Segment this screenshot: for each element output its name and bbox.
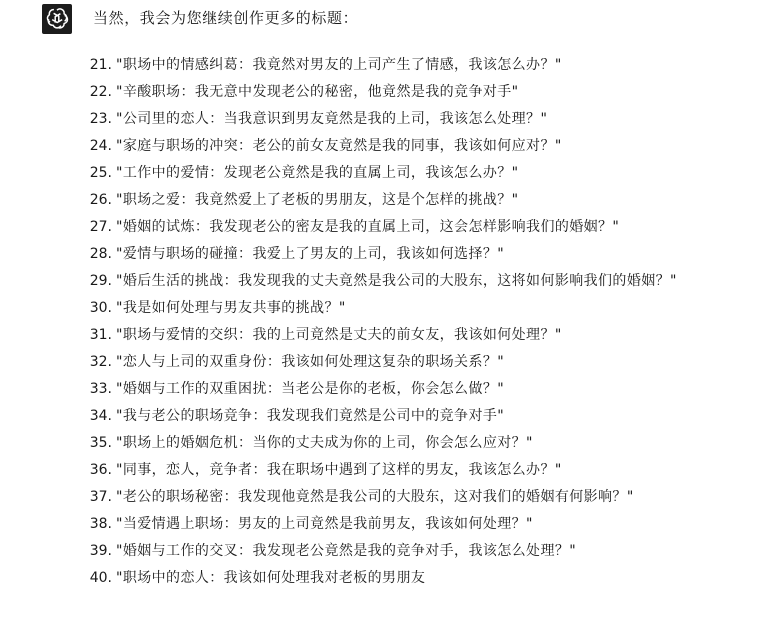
list-item-text: "公司里的恋人：当我意识到男友竟然是我的上司，我该怎么处理？" [116, 111, 548, 127]
list-item-number: 25. [89, 165, 112, 181]
list-item-text: "婚姻与工作的双重困扰：当老公是你的老板，你会怎么做？" [116, 381, 505, 397]
list-item-text: "职场中的恋人：我该如何处理我对老板的男朋友 [116, 570, 426, 586]
list-item-number: 40. [89, 570, 112, 586]
list-item-text: "老公的职场秘密：我发现他竟然是我公司的大股东，这对我们的婚姻有何影响？" [116, 489, 634, 505]
list-item-text: "婚姻的试炼：我发现老公的密友是我的直属上司，这会怎样影响我们的婚姻？" [116, 219, 620, 235]
list-item-text: "职场上的婚姻危机：当你的丈夫成为你的上司，你会怎么应对？" [116, 435, 533, 451]
list-item [0, 241, 760, 268]
list-item-text: "辛酸职场：我无意中发现老公的秘密，他竟然是我的竞争对手" [116, 84, 519, 100]
list-item-number: 35. [89, 435, 112, 451]
list-item [0, 511, 760, 538]
list-item-number: 30. [89, 300, 112, 316]
list-item-number: 28. [89, 246, 112, 262]
list-item-text: "职场中的情感纠葛：我竟然对男友的上司产生了情感，我该怎么办？" [116, 57, 562, 73]
list-item [0, 52, 760, 79]
list-item-text: "我是如何处理与男友共事的挑战？" [116, 300, 346, 316]
list-item-text: "恋人与上司的双重身份：我该如何处理这复杂的职场关系？" [116, 354, 505, 370]
list-item [0, 106, 760, 133]
list-item [0, 376, 760, 403]
list-item-number: 21. [89, 57, 112, 73]
list-item-text: "家庭与职场的冲突：老公的前女友竟然是我的同事，我该如何应对？" [116, 138, 562, 154]
list-item-number: 23. [89, 111, 112, 127]
list-item-text: "同事，恋人，竞争者：我在职场中遇到了这样的男友，我该怎么办？" [116, 462, 562, 478]
list-item-number: 32. [89, 354, 112, 370]
openai-logo-icon-svg [45, 7, 69, 31]
title-list [0, 52, 760, 592]
list-item [0, 349, 760, 376]
list-item [0, 133, 760, 160]
list-item [0, 322, 760, 349]
list-item [0, 565, 760, 592]
list-item-number: 31. [89, 327, 112, 343]
list-item [0, 79, 760, 106]
list-item-number: 26. [89, 192, 112, 208]
openai-logo-icon [42, 4, 72, 34]
list-item-text: "工作中的爱情：发现老公竟然是我的直属上司，我该怎么办？" [116, 165, 519, 181]
list-item [0, 403, 760, 430]
list-item-number: 36. [89, 462, 112, 478]
list-item-number: 27. [89, 219, 112, 235]
list-item-number: 24. [89, 138, 112, 154]
list-item [0, 538, 760, 565]
list-item-number: 34. [89, 408, 112, 424]
list-item [0, 160, 760, 187]
list-item-text: "婚后生活的挑战：我发现我的丈夫竟然是我公司的大股东，这将如何影响我们的婚姻？" [116, 273, 677, 289]
list-item-number: 39. [89, 543, 112, 559]
list-item-number: 22. [89, 84, 112, 100]
list-item [0, 430, 760, 457]
list-item [0, 457, 760, 484]
list-item-text: "我与老公的职场竞争：我发现我们竟然是公司中的竞争对手" [116, 408, 505, 424]
list-item-text: "职场与爱情的交织：我的上司竟然是丈夫的前女友，我该如何处理？" [116, 327, 562, 343]
list-item-text: "婚姻与工作的交叉：我发现老公竟然是我的竞争对手，我该怎么处理？" [116, 543, 577, 559]
list-item [0, 268, 760, 295]
list-item-number: 38. [89, 516, 112, 532]
list-item [0, 214, 760, 241]
list-item-text: "职场之爱：我竟然爱上了老板的男朋友，这是个怎样的挑战？" [116, 192, 519, 208]
list-item [0, 295, 760, 322]
list-item-text: "当爱情遇上职场：男友的上司竟然是我前男友，我该如何处理？" [116, 516, 533, 532]
list-item-number: 33. [89, 381, 112, 397]
list-item-number: 29. [89, 273, 112, 289]
list-item [0, 484, 760, 511]
list-item-text: "爱情与职场的碰撞：我爱上了男友的上司，我该如何选择？" [116, 246, 505, 262]
intro-text: 当然，我会为您继续创作更多的标题： [93, 9, 359, 27]
list-item-number: 37. [89, 489, 112, 505]
list-item [0, 187, 760, 214]
